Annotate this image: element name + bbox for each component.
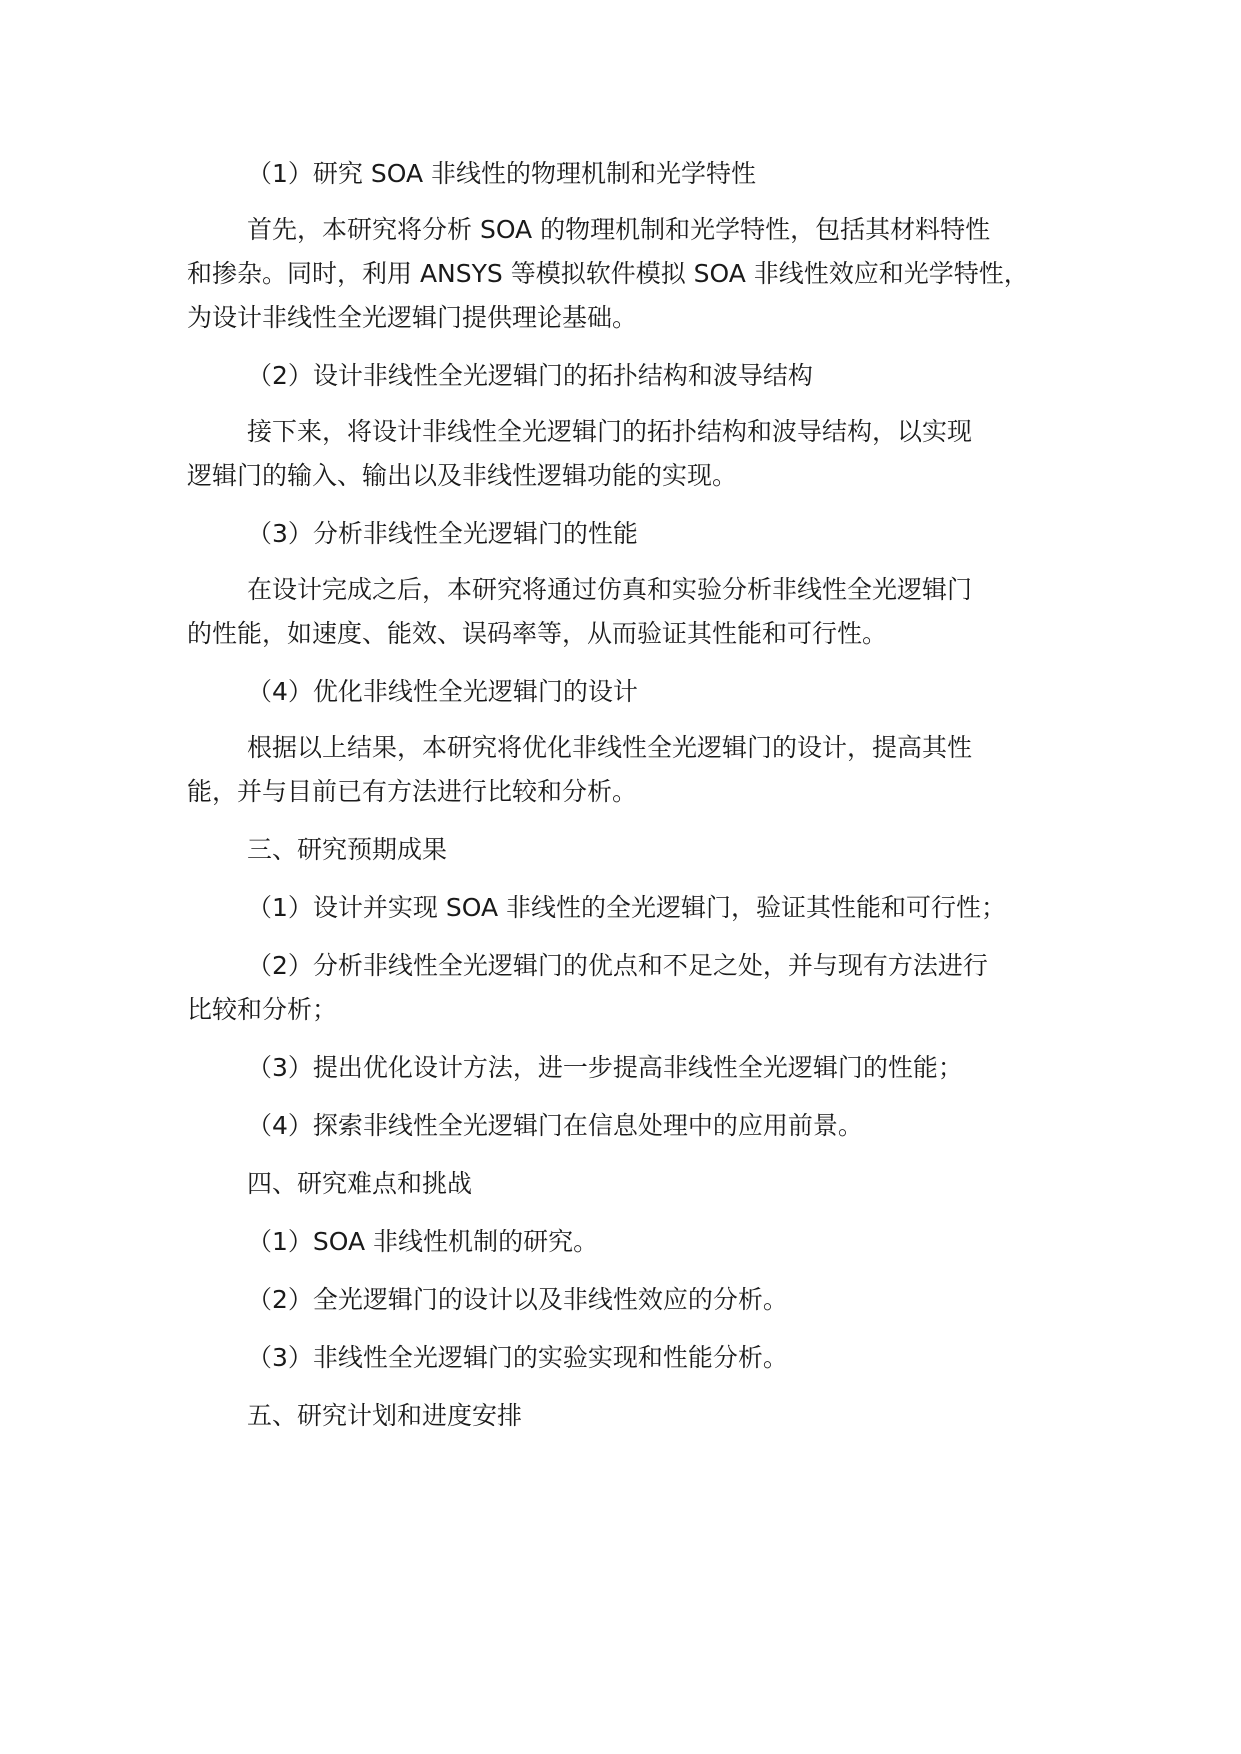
subsection-heading-1: （1）研究 SOA 非线性的物理机制和光学特性 (247, 159, 757, 188)
paragraph-line: 的性能，如速度、能效、误码率等，从而验证其性能和可行性。 (187, 619, 888, 648)
paragraph-line: 和掺杂。同时，利用 ANSYS 等模拟软件模拟 SOA 非线性效应和光学特性， (187, 259, 1029, 288)
subsection-heading-4: （4）优化非线性全光逻辑门的设计 (247, 677, 638, 706)
paragraph-line: 首先，本研究将分析 SOA 的物理机制和光学特性，包括其材料特性 (247, 215, 991, 244)
section-heading-3: 三、研究预期成果 (247, 835, 448, 864)
paragraph-line: 根据以上结果，本研究将优化非线性全光逻辑门的设计，提高其性 (247, 733, 973, 762)
subsection-heading-3: （3）分析非线性全光逻辑门的性能 (247, 519, 638, 548)
paragraph-line: 能，并与目前已有方法进行比较和分析。 (187, 777, 638, 806)
paragraph-line: 在设计完成之后，本研究将通过仿真和实验分析非线性全光逻辑门 (247, 575, 973, 604)
list-item: （2）全光逻辑门的设计以及非线性效应的分析。 (247, 1285, 788, 1314)
list-item: （1）设计并实现 SOA 非线性的全光逻辑门，验证其性能和可行性； (247, 893, 1007, 922)
list-item: （1）SOA 非线性机制的研究。 (247, 1227, 599, 1256)
paragraph-line: 为设计非线性全光逻辑门提供理论基础。 (187, 303, 638, 332)
list-item: （2）分析非线性全光逻辑门的优点和不足之处，并与现有方法进行 (247, 951, 988, 980)
section-heading-4: 四、研究难点和挑战 (247, 1169, 473, 1198)
list-item-continuation: 比较和分析； (187, 995, 338, 1024)
paragraph-line: 逻辑门的输入、输出以及非线性逻辑功能的实现。 (187, 461, 738, 490)
list-item: （3）非线性全光逻辑门的实验实现和性能分析。 (247, 1343, 788, 1372)
list-item: （4）探索非线性全光逻辑门在信息处理中的应用前景。 (247, 1111, 863, 1140)
subsection-heading-2: （2）设计非线性全光逻辑门的拓扑结构和波导结构 (247, 361, 813, 390)
list-item: （3）提出优化设计方法，进一步提高非线性全光逻辑门的性能； (247, 1053, 963, 1082)
paragraph-line: 接下来，将设计非线性全光逻辑门的拓扑结构和波导结构，以实现 (247, 417, 973, 446)
section-heading-5: 五、研究计划和进度安排 (247, 1401, 523, 1430)
